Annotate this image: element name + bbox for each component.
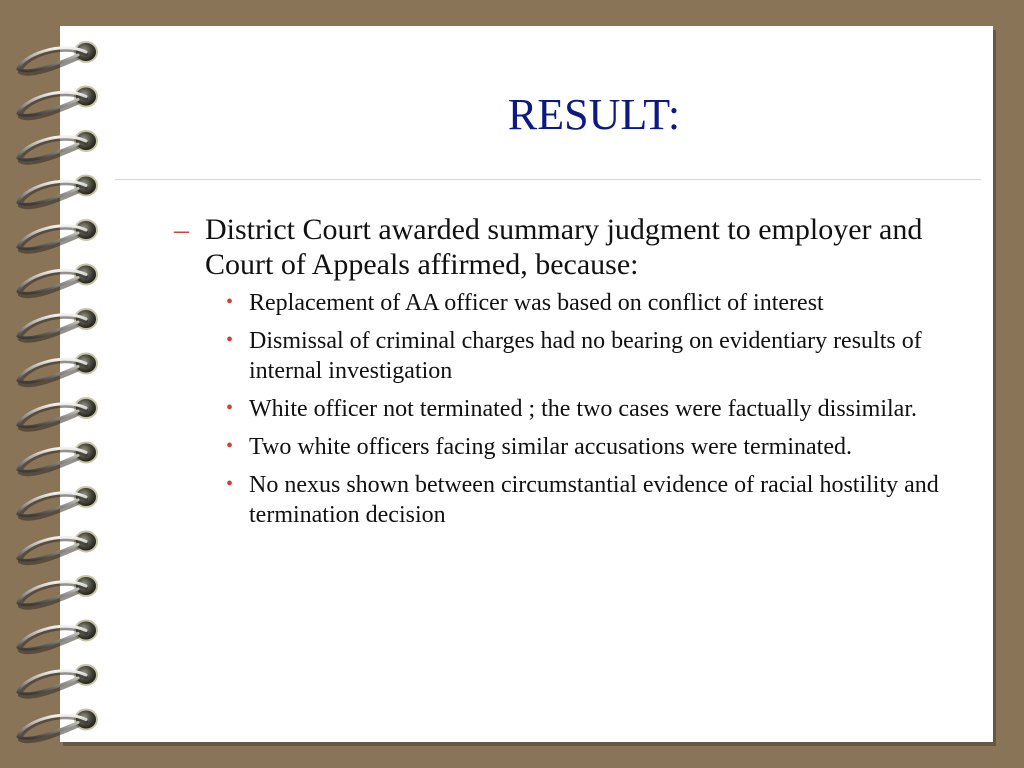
sub-point-list	[174, 288, 984, 530]
main-point	[174, 212, 984, 282]
spiral-ring	[18, 309, 97, 341]
spiral-ring	[18, 398, 97, 430]
sub-point	[174, 288, 984, 318]
bullet-icon: •	[226, 473, 234, 495]
spiral-ring	[18, 621, 97, 653]
notebook-page	[60, 26, 993, 742]
bullet-icon: •	[226, 397, 234, 419]
spiral-ring	[18, 220, 97, 252]
main-point-text: District Court awarded summary judgment to employer and Court of Appeals affirmed, because:	[205, 213, 923, 281]
spiral-ring	[18, 576, 97, 608]
sub-point-text: Two white officers facing similar accusations were terminated.	[249, 434, 852, 460]
slide-body	[174, 212, 984, 538]
bullet-icon: •	[226, 329, 234, 351]
title-divider	[115, 179, 981, 180]
spiral-ring	[18, 710, 97, 742]
spiral-ring	[18, 354, 97, 386]
spiral-ring	[18, 265, 97, 297]
sub-point-text: Dismissal of criminal charges had no bearing on evidentiary results of internal investigation	[249, 328, 922, 384]
sub-point-text: Replacement of AA officer was based on conflict of interest	[249, 290, 824, 316]
spiral-ring	[18, 665, 97, 697]
sub-point	[174, 326, 984, 386]
spiral-ring	[18, 176, 97, 208]
dash-bullet-icon: –	[174, 213, 189, 246]
spiral-binding-icon	[0, 0, 120, 768]
sub-point-text: White officer not terminated ; the two cases were factually dissimilar.	[249, 396, 917, 422]
spiral-ring	[18, 532, 97, 564]
spiral-ring	[18, 131, 97, 163]
sub-point	[174, 432, 984, 462]
slide-title: RESULT:	[507, 90, 681, 139]
spiral-ring	[18, 487, 97, 519]
spiral-ring	[18, 87, 97, 119]
spiral-ring	[18, 42, 97, 74]
sub-point	[174, 470, 984, 530]
bullet-icon: •	[226, 291, 234, 313]
sub-point	[174, 394, 984, 424]
spiral-ring	[18, 443, 97, 475]
sub-point-text: No nexus shown between circumstantial evidence of racial hostility and termination decision	[249, 472, 939, 528]
bullet-icon: •	[226, 435, 234, 457]
